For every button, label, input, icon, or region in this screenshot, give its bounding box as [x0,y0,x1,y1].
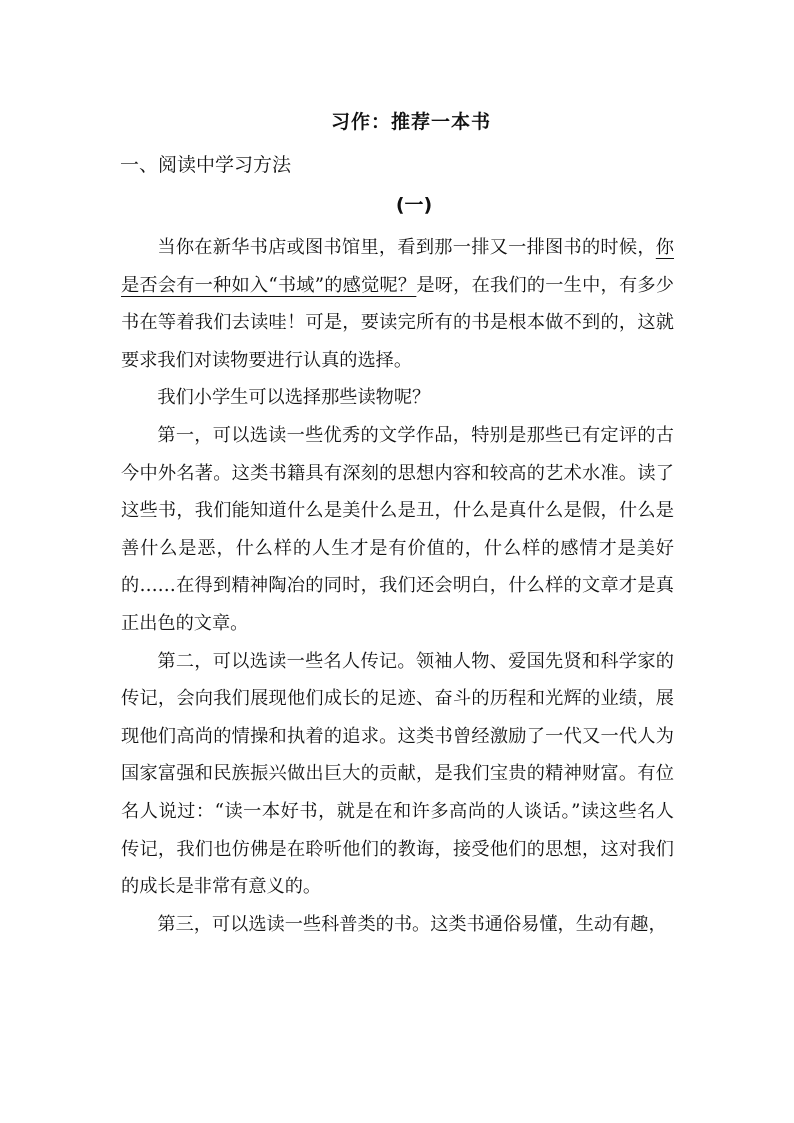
underlined-sentence: 你是否会有一种如入“书域”的感觉呢？ [121,237,674,296]
paragraph-1-before: 当你在新华书店或图书馆里，看到那一排又一排图书的时候， [157,237,656,258]
paragraph-2: 我们小学生可以选择那些读物呢？ [157,387,431,409]
section-heading: 一、阅读中学习方法 [120,154,292,176]
paragraph-3: 第一，可以选读一些优秀的文学作品，特别是那些已有定评的古今中外名著。这类书籍具有深刻的思想内容和较高的艺术水准。读了这些书，我们能知道什么是美什么是丑，什么是真什么是假，什么是善什么是恶，什么样的人生才是有价值的，什么样的感情才是美好的……在得到精神陶冶的同时，我们还会明白，什么样的文章才是真正出色的文章。 [121,424,674,634]
page-title: 习作：推荐一本书 [330,111,491,133]
article-body [121,229,674,943]
paragraph-5: 第三，可以选读一些科普类的书。这类书通俗易懂，生动有趣， [157,913,667,935]
paragraph-1-after: 是呀，在我们的一生中，有多少书在等着我们去读哇！可是，要读完所有的书是根本做不到的，这就要求我们对读物要进行认真的选择。 [121,274,674,371]
sub-heading: (一) [395,194,433,216]
paragraph-1 [121,229,674,379]
paragraph-4: 第二，可以选读一些名人传记。领袖人物、爱国先贤和科学家的传记，会向我们展现他们成长的足迹、奋斗的历程和光辉的业绩，展现他们高尚的情操和执着的追求。这类书曾经激励了一代又一代人为国家富强和民族振兴做出巨大的贡献，是我们宝贵的精神财富。有位名人说过：“读一本好书，就是在和许多高尚的人谈话。”读这些名人传记，我们也仿佛是在聆听他们的教诲，接受他们的思想，这对我们的成长是非常有意义的。 [121,650,674,898]
